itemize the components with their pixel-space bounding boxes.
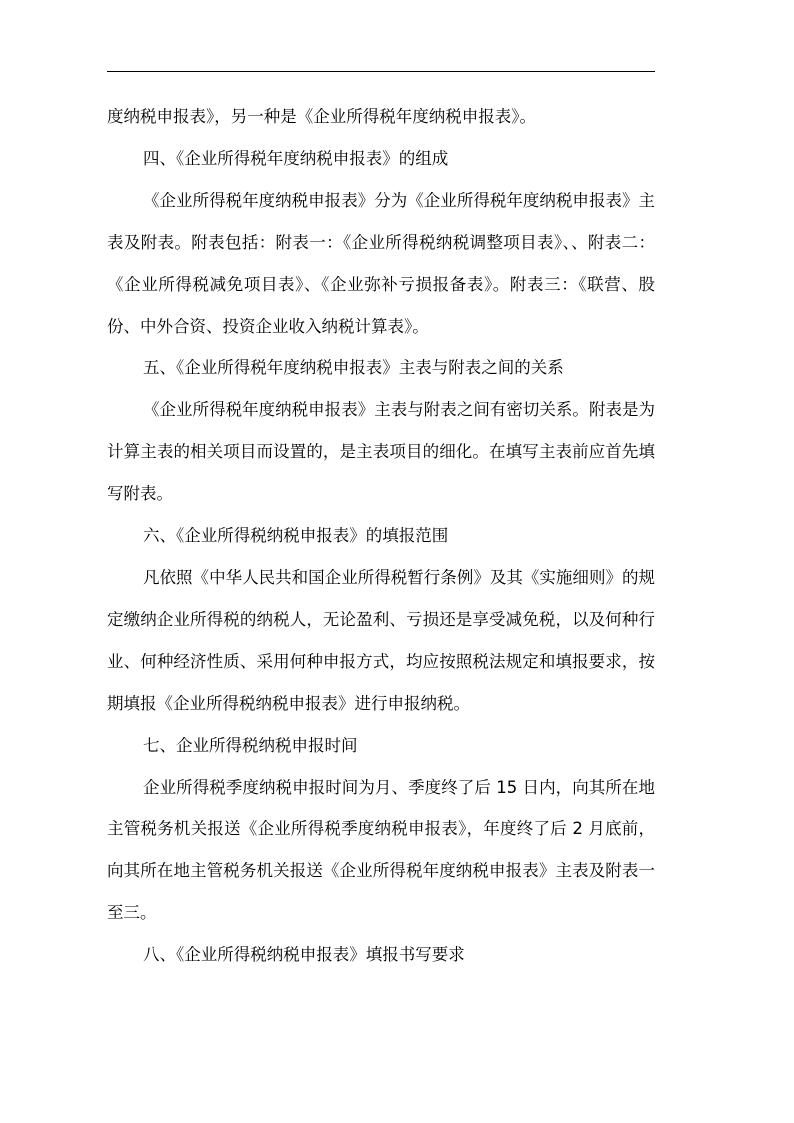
paragraph-continued: 度纳税申报表》，另一种是《企业所得税年度纳税申报表》。 [107,107,536,126]
header-rule [107,71,655,72]
paragraph-filing-time: 企业所得税季度纳税申报时间为月、季度终了后 15 日内，向其所在地主管税务机关报送《企业所得税季度纳税申报表》，年度终了后 2 月底前，向其所在地主管税务机关报送《企业所得税年度纳税申报表》主表及附表一至三。 [107,777,655,923]
section-heading-4: 四、《企业所得税年度纳税申报表》的组成 [143,148,449,168]
paragraph-relationship: 《企业所得税年度纳税申报表》主表与附表之间有密切关系。附表是为计算主表的相关项目而设置的，是主表项目的细化。在填写主表前应首先填写附表。 [107,400,655,504]
section-heading-7: 七、企业所得税纳税申报时间 [143,735,358,755]
section-heading-8: 八、《企业所得税纳税申报表》填报书写要求 [143,945,465,965]
section-heading-5: 五、《企业所得税年度纳税申报表》主表与附表之间的关系 [143,358,564,378]
document-body [107,96,655,976]
paragraph-scope: 凡依照《中华人民共和国企业所得税暂行条例》及其《实施细则》的规定缴纳企业所得税的纳税人，无论盈利、亏损还是享受减免税，以及何种行业、何种经济性质、采用何种申报方式，均应按照税法规定和填报要求，按期填报《企业所得税纳税申报表》进行申报纳税。 [107,567,655,713]
paragraph-composition: 《企业所得税年度纳税申报表》分为《企业所得税年度纳税申报表》主表及附表。附表包括：附表一：《企业所得税纳税调整项目表》、、附表二：《企业所得税减免项目表》、《企业弥补亏损报备表》。附表三：《联营、股份、中外合资、投资企业收入纳税计算表》。 [107,190,655,336]
section-heading-6: 六、《企业所得税纳税申报表》的填报范围 [143,526,449,546]
